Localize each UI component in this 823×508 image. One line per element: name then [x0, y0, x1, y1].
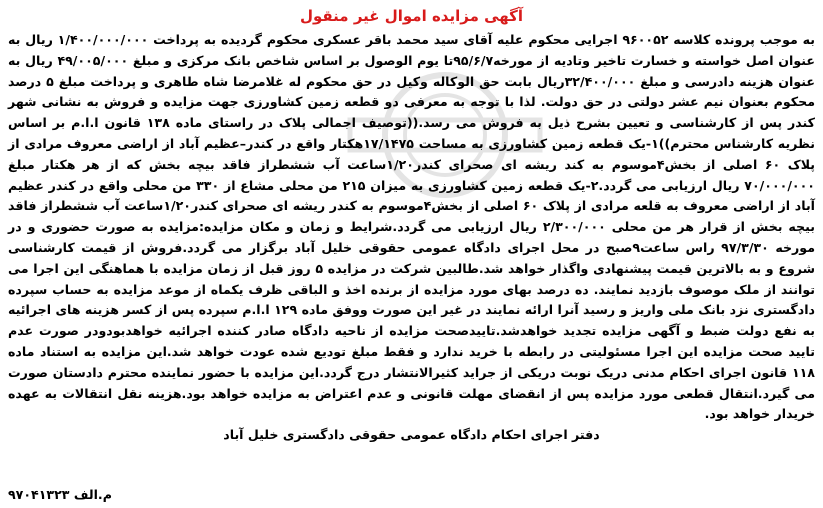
- notice-title: آگهی مزایده اموال غیر منقول: [299, 7, 524, 25]
- notice-signature: دفتر اجرای احکام دادگاه عمومی حقوقی دادگستری خلیل آباد: [223, 427, 600, 443]
- notice-body: به موجب پرونده کلاسه ۹۶۰۰۵۲ اجرایی محکوم علیه آقای سید محمد باقر عسکری محکوم گردیده به پرداخت ۱/۴۰۰/۰۰۰/۰۰۰ ریال به عنوان اصل خواسته و خسارت تاخیر وتادیه از مورخه۹۵/۶/۷تا یوم الوصول بر اساس شاخص بانک مرکزی و مبلغ ۴۹/۰۰۵/۰۰۰ ریال به عنوان هزینه دادرسی و مبلغ ۳۲/۴۰۰/۰۰۰ریال بابت حق الوکاله وکیل در حق محکوم له غلامرضا شاه طاهری و پرداخت مبلغ ۵ درصد محکوم بعنوان نیم عشر دولتی در حق دولت. لذا با توجه به معرفی دو قطعه زمین کشاورزی جهت مزایده و فروش به نشانی شهر کندر پس از کارشناسی و تعیین بشرح ذیل به فروش می رسد.((توصیف اجمالی پلاک در راستای ماده ۱۳۸ قانون ا.ا.م بر اساس نظریه کارشناس محترم))۱-یک قطعه زمین کشاورزی به مساحت ۱۷/۱۴۷۵هکتار واقع در کندر–عظیم آباد از اراضی معروف مرادی از پلاک ۶۰ اصلی از بخش۴موسوم به کند ریشه ای صحرای کندر۱/۲۰ساعت آب ششطراز فاقد بیچه بخش که از هر هکتار مبلغ ۷۰/۰۰۰/۰۰۰ ریال ارزیابی می گردد.۲-یک قطعه زمین کشاورزی به میزان ۲۱۵ من محلی مشاع از ۳۳۰ من محلی واقع در کندر عظیم آباد از اراضی معروف به قلعه مرادی از پلاک ۶۰ اصلی از بخش۴موسوم به کندر ریشه ای صحرای کندر۱/۲۰ساعت آب ششطراز فاقد بیچه بخش از قرار هر من محلی ۲/۳۰۰/۰۰۰ ریال ارزیابی می گردد.شرایط و زمان و مکان مزایده:مزایده به صورت حضوری و در مورخه ۹۷/۳/۳۰ راس ساعت۹صبح در محل اجرای دادگاه عمومی حقوقی خلیل آباد برگزار می گردد.فروش از قیمت کارشناسی شروع و به بالاترین قیمت پیشنهادی واگذار خواهد شد.طالبین شرکت در مزایده ۵ روز قبل از زمان مزایده با هماهنگی این اجرا می توانند از ملک موصوف بازدید نمایند. ده درصد بهای مورد مزایده از برنده اخذ و الباقی ظرف یکماه از موعد مزایده به حساب سپرده دادگستری نزد بانک ملی واریز و رسید آنرا ارائه نمایند در غیر این صورت ووفق ماده ۱۲۹ ا.ا.م سپرده پس از کسر هزینه های اجرائیه به نفع دولت ضبط و آگهی مزایده تجدید خواهدشد.تاییدصحت مزایده از ناحیه دادگاه صادر کننده اجرائیه خواهدبودودر صورت عدم تایید صحت مزایده این اجرا مسئولیتی در رابطه با خرید ندارد و فقط مبلغ تودیع شده عودت خواهد شد.این مزایده به استناد ماده ۱۱۸ قانون اجرای احکام مدنی دریک نوبت دریکی از جراید کثیرالانتشار درج گردد.این مزایده با حضور نماینده محترم دادستان صورت می گیرد.انتقال قطعی مورد مزایده پس از انقضای مهلت قانونی و عدم اعتراض به مزایده خواهد بود.هزینه نقل انتقالات به عهده خریدار خواهد بود.: [8, 32, 816, 422]
- notice-code: م.الف ۹۷۰۴۱۳۲۳: [8, 487, 112, 502]
